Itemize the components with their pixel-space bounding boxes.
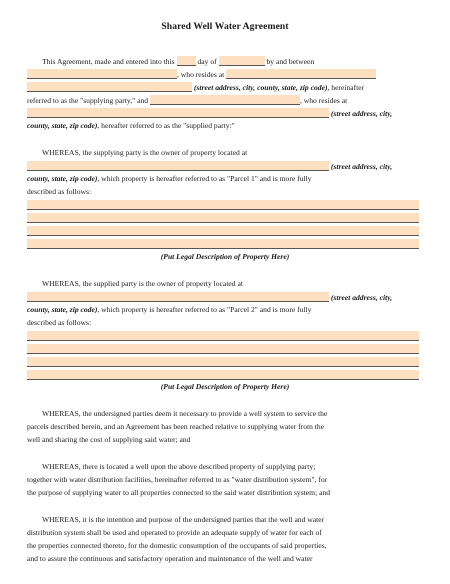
intro-line-2: , who resides at — [27, 69, 376, 79]
parcel1-description-line-3[interactable] — [27, 226, 419, 236]
whereas1-line-3: county, state, zip code), which property is hereafter referred to as "Parcel 1" and is more fully — [27, 174, 312, 183]
whereas1-line-2: (street address, city, — [27, 161, 392, 171]
whereas2-line-1: WHEREAS, the supplied party is the owner of property located at — [42, 279, 243, 288]
day-field[interactable] — [177, 56, 196, 66]
parcel1-description-line-1[interactable] — [27, 200, 419, 210]
document-title: Shared Well Water Agreement — [161, 21, 289, 32]
whereas5-line-4: and to assure the continuous and satisfactory operation and maintenance of the well and water — [27, 554, 313, 563]
whereas5-line-3: the properties connected thereto, for the domestic consumption of the occupants of said properties, — [27, 541, 327, 550]
intro-line-4: referred to as the "supplying party," and , who resides at — [27, 96, 348, 105]
whereas5-line-2: distribution system shall be used and operated to provide an adequate supply of water for each of — [27, 528, 322, 537]
parcel2-description-line-4[interactable] — [27, 370, 419, 380]
whereas4-line-3: the purpose of supplying water to all properties connected to the said water distribution system; and — [27, 488, 331, 497]
whereas4-line-2: together with water distribution facilities, hereinafter referred to as "water distribution system", for — [27, 475, 328, 484]
whereas3-line-2: parcels described herein, and an Agreement has been reached relative to supplying water from the — [27, 422, 325, 431]
whereas2-line-2: (street address, city, — [27, 292, 392, 302]
intro-line-3: (street address, city, county, state, zip code), hereinafter — [27, 82, 364, 92]
month-field[interactable] — [219, 56, 265, 66]
whereas2-line-4: described as follows: — [27, 318, 92, 327]
parcel1-description-line-4[interactable] — [27, 239, 419, 249]
parcel1-address-field[interactable] — [27, 161, 329, 171]
intro-line-5: (street address, city, — [27, 108, 392, 118]
supplying-party-address-field[interactable] — [226, 69, 376, 79]
whereas4-line-1: WHEREAS, there is located a well upon the above described property of supplying party; — [42, 462, 316, 471]
supplying-party-address-field-2[interactable] — [27, 82, 192, 92]
intro-line-1: This Agreement, made and entered into this day of by and between — [42, 57, 315, 66]
supplying-party-name-field[interactable] — [27, 69, 177, 79]
whereas3-line-1: WHEREAS, the undersigned parties deem it necessary to provide a well system to service the — [42, 409, 328, 418]
whereas3-line-3: well and sharing the cost of supplying said water; and — [27, 435, 191, 444]
parcel2-description-line-1[interactable] — [27, 331, 419, 341]
parcel2-description-line-3[interactable] — [27, 357, 419, 367]
supplied-party-name-field[interactable] — [150, 95, 300, 105]
intro-line-6: county, state, zip code), hereafter referred to as the "supplied party:" — [27, 121, 235, 130]
whereas1-line-1: WHEREAS, the supplying party is the owner of property located at — [42, 148, 248, 157]
parcel2-address-field[interactable] — [27, 292, 329, 302]
whereas1-line-4: described as follows: — [27, 187, 92, 196]
parcel1-description-line-2[interactable] — [27, 213, 419, 223]
supplied-party-address-field[interactable] — [27, 108, 329, 118]
parcel2-caption: (Put Legal Description of Property Here) — [160, 382, 290, 391]
parcel2-description-line-2[interactable] — [27, 344, 419, 354]
whereas5-line-1: WHEREAS, it is the intention and purpose of the undersigned parties that the well and water — [42, 515, 325, 524]
parcel1-caption: (Put Legal Description of Property Here) — [160, 252, 290, 261]
whereas2-line-3: county, state, zip code), which property is hereafter referred to as "Parcel 2" and is more fully — [27, 305, 312, 314]
